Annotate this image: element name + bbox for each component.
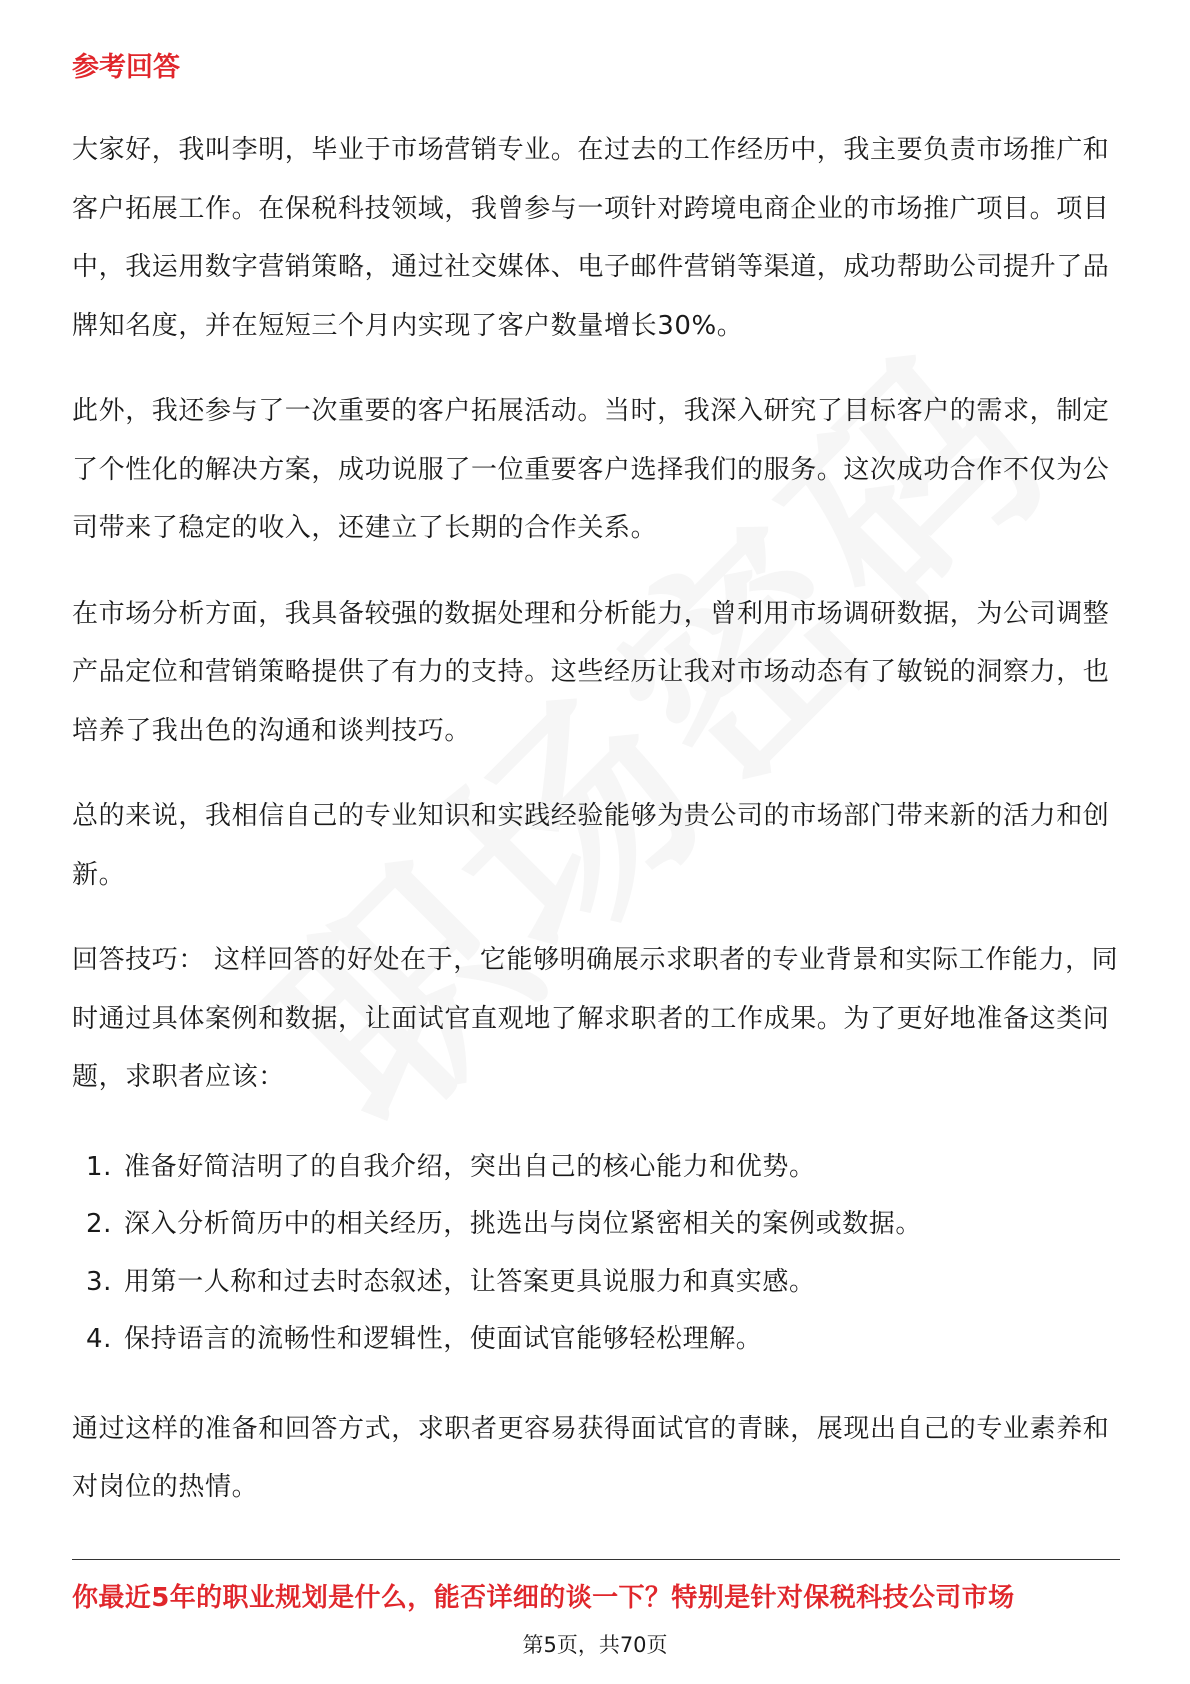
answer-paragraph-1: 大家好，我叫李明，毕业于市场营销专业。在过去的工作经历中，我主要负责市场推广和客户拓展工作。在保税科技领域，我曾参与一项针对跨境电商企业的市场推广项目。项目中，我运用数字营销策略，通过社交媒体、电子邮件营销等渠道，成功帮助公司提升了品牌知名度，并在短短三个月内实现了客户数量增长30%。 [72,135,1110,341]
tips-list [72,1139,1122,1369]
list-item-number: 4. [86,1324,113,1354]
answer-paragraph-3: 在市场分析方面，我具备较强的数据处理和分析能力，曾利用市场调研数据，为公司调整产品定位和营销策略提供了有力的支持。这些经历让我对市场动态有了敏锐的洞察力，也培养了我出色的沟通和谈判技巧。 [72,598,1110,746]
page-number: 第5页，共70页 [522,1633,668,1657]
answer-paragraph-2: 此外，我还参与了一次重要的客户拓展活动。当时，我深入研究了目标客户的需求，制定了个性化的解决方案，成功说服了一位重要客户选择我们的服务。这次成功合作不仅为公司带来了稳定的收入，还建立了长期的合作关系。 [72,396,1110,543]
divider [72,1559,1120,1560]
answer-paragraph-4: 总的来说，我相信自己的专业知识和实践经验能够为贵公司的市场部门带来新的活力和创新。 [72,801,1110,890]
section-title: 参考回答 [72,52,180,83]
list-item-number: 2. [86,1209,113,1239]
list-item-number: 3. [86,1266,113,1297]
list-item [72,1139,1122,1197]
list-item [72,1254,1122,1312]
list-item [72,1311,1122,1369]
list-item-text: 准备好简洁明了的自我介绍，突出自己的核心能力和优势。 [124,1151,816,1182]
tips-intro-paragraph: 回答技巧： 这样回答的好处在于，它能够明确展示求职者的专业背景和实际工作能力，同时通过具体案例和数据，让面试官直观地了解求职者的工作成果。为了更好地准备这类问题，求职者应该： [72,945,1119,1092]
closing-paragraph: 通过这样的准备和回答方式，求职者更容易获得面试官的青睐，展现出自己的专业素养和对岗位的热情。 [72,1413,1110,1502]
list-item-text: 用第一人称和过去时态叙述，让答案更具说服力和真实感。 [124,1266,816,1297]
list-item-number: 1. [86,1151,113,1182]
document-body [72,48,1122,1517]
list-item-text: 深入分析简历中的相关经历，挑选出与岗位紧密相关的案例或数据。 [124,1209,923,1239]
list-item [72,1196,1122,1254]
next-question-heading: 你最近5年的职业规划是什么，能否详细的谈一下？特别是针对保税科技公司市场 [72,1583,1015,1613]
list-item-text: 保持语言的流畅性和逻辑性，使面试官能够轻松理解。 [124,1324,763,1354]
